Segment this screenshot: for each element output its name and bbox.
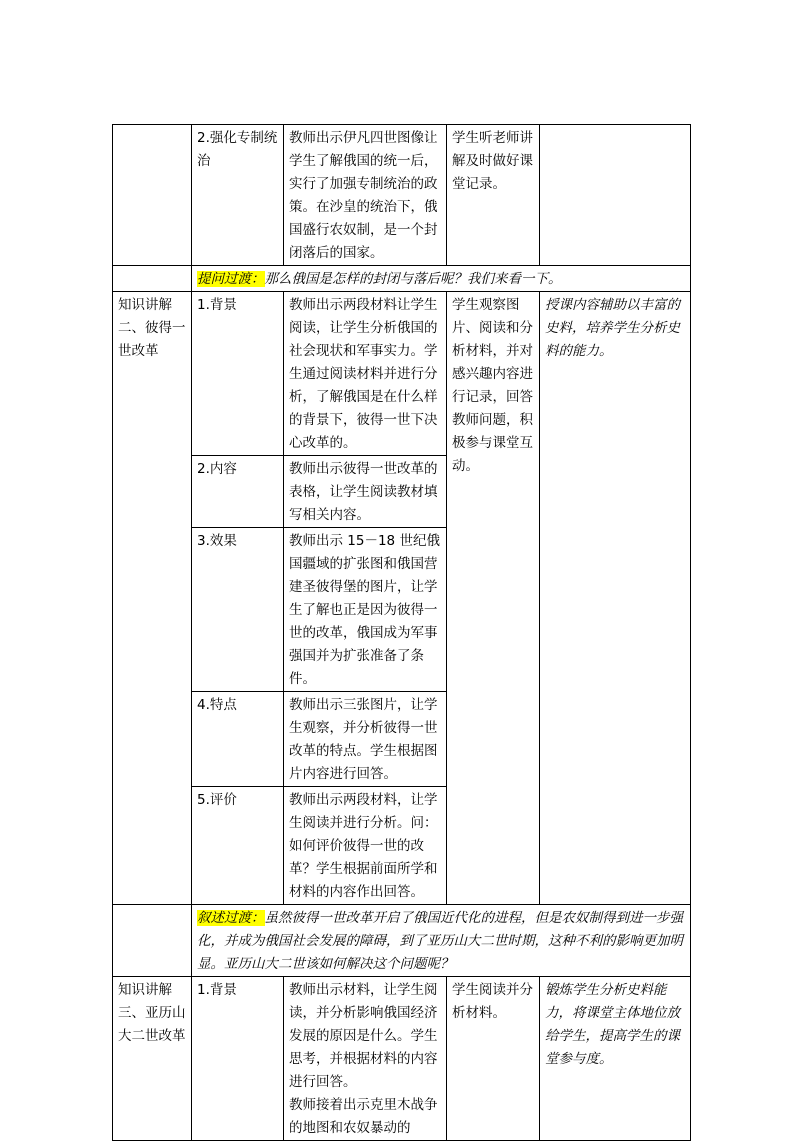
teacher-activity-cell: 教师出示两段材料让学生阅读，让学生分析俄国的社会现状和军事实力。学生通过阅读材料并进行分析，了解俄国是在什么样的背景下，彼得一世下决心改革的。 [284,292,447,456]
section-cell [113,905,192,977]
teacher-activity-cell: 教师出示彼得一世改革的表格，让学生阅读教材填写相关内容。 [284,456,447,528]
teacher-paragraph: 教师接着出示克里木战争的地图和农奴暴动的 [289,1097,438,1136]
teacher-activity-cell: 教师出示三张图片，让学生观察，并分析彼得一世改革的特点。学生根据图片内容进行回答。 [284,692,447,787]
student-activity-cell: 学生听老师讲解及时做好课堂记录。 [447,125,540,266]
transition-text: 那么俄国是怎样的封闭与落后呢？我们来看一下。 [264,271,562,287]
section-title-cell: 知识讲解二、彼得一世改革 [113,292,192,905]
lesson-plan-table [112,124,691,1141]
transition-cell [192,905,691,977]
student-activity-cell: 学生观察图片、阅读和分析材料，并对感兴趣内容进行记录，回答教师问题，积极参与课堂互动。 [447,292,540,905]
table-row [113,905,691,977]
subtopic-cell: 5.评价 [192,787,284,905]
subtopic-cell: 4.特点 [192,692,284,787]
subtopic-cell: 1.背景 [192,977,284,1141]
student-activity-cell: 学生阅读并分析材料。 [447,977,540,1141]
teacher-paragraph: 教师出示材料，让学生阅读，并分析影响俄国经济发展的原因是什么。学生思考，并根据材料的内容进行回答。 [289,982,438,1090]
subtopic-cell: 2.内容 [192,456,284,528]
table-row [113,292,691,456]
transition-label: 提问过渡： [197,271,265,287]
teacher-activity-cell: 教师出示 15－18 世纪俄国疆域的扩张图和俄国营建圣彼得堡的图片，让学生了解也正是因为彼得一世的改革，俄国成为军事强国并为扩张准备了条件。 [284,528,447,692]
teacher-activity-cell: 教师出示伊凡四世图像让学生了解俄国的统一后，实行了加强专制统治的政策。在沙皇的统治下，俄国盛行农奴制，是一个封闭落后的国家。 [284,125,447,266]
teacher-activity-cell: 教师出示两段材料，让学生阅读并进行分析。问：如何评价彼得一世的改革？学生根据前面所学和材料的内容作出回答。 [284,787,447,905]
design-intent-cell: 授课内容辅助以丰富的史料，培养学生分析史料的能力。 [540,292,691,905]
design-intent-cell [540,125,691,266]
table-row [113,125,691,266]
section-title-cell: 知识讲解三、亚历山大二世改革 [113,977,192,1141]
table-row [113,977,691,1141]
section-cell [113,125,192,266]
teacher-activity-cell [284,977,447,1141]
transition-text: 虽然彼得一世改革开启了俄国近代化的进程，但是农奴制得到进一步强化，并成为俄国社会发展的障碍，到了亚历山大二世时期，这种不利的影响更加明显。亚历山大二世该如何解决这个问题呢？ [197,910,683,972]
section-cell [113,266,192,292]
subtopic-cell: 2.强化专制统治 [192,125,284,266]
design-intent-cell: 锻炼学生分析史料能力，将课堂主体地位放给学生，提高学生的课堂参与度。 [540,977,691,1141]
subtopic-cell: 1.背景 [192,292,284,456]
subtopic-cell: 3.效果 [192,528,284,692]
transition-cell [192,266,691,292]
transition-label: 叙述过渡： [197,910,265,926]
table-row [113,266,691,292]
